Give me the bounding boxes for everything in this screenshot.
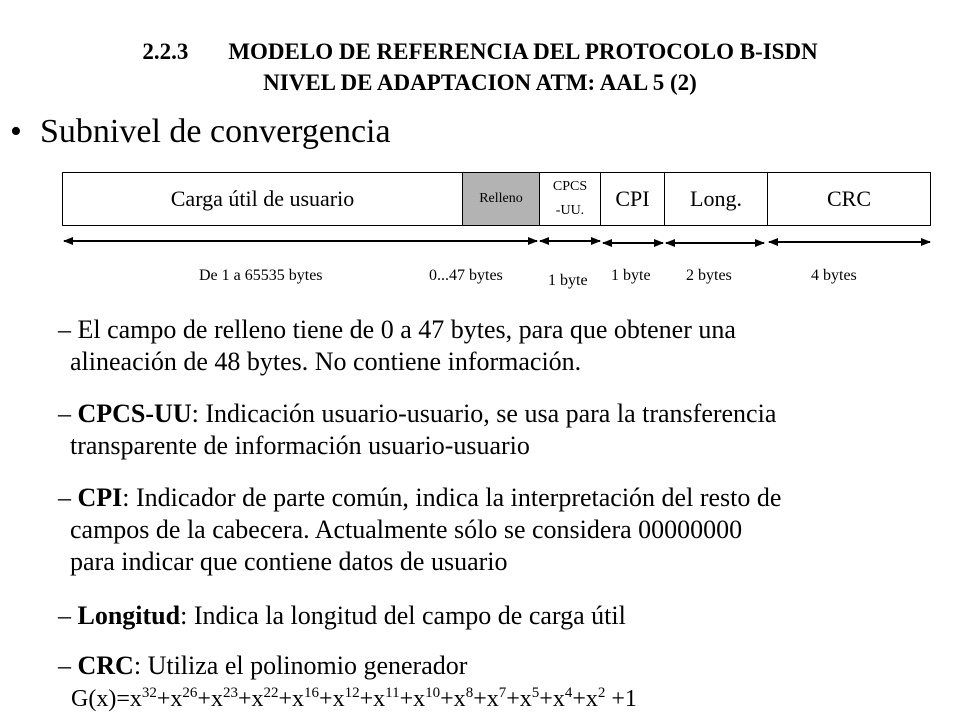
item-line2: campos de la cabecera. Actualmente sólo se considera 00000000 xyxy=(70,515,743,544)
field-payload: Carga útil de usuario xyxy=(62,172,463,226)
field-crc: CRC xyxy=(767,172,931,226)
formula-exponent: 7 xyxy=(498,685,507,701)
title-text-line1: MODELO DE REFERENCIA DEL PROTOCOLO B-ISDN xyxy=(228,39,818,64)
formula-exponent: 12 xyxy=(344,685,360,701)
formula-exponent: 26 xyxy=(182,685,198,701)
formula-exponent: 22 xyxy=(263,685,279,701)
formula-term: +x xyxy=(506,686,532,712)
formula-prefix: G(x)=x xyxy=(71,686,142,712)
field-cpcs-uu-line2: -UU. xyxy=(555,203,585,218)
size-length: 2 bytes xyxy=(686,267,732,284)
item-line2: alineación de 48 bytes. No contiene información. xyxy=(70,347,582,376)
list-item-relleno xyxy=(58,314,736,378)
formula-term: +x xyxy=(319,686,345,712)
size-cpi: 1 byte xyxy=(611,267,651,284)
item-term: Longitud xyxy=(77,601,181,630)
item-line1: : Utiliza el polinomio generador xyxy=(133,651,468,680)
formula-term: +x xyxy=(440,686,466,712)
bullet-dot-icon: • xyxy=(10,113,22,150)
item-line2: transparente de información usuario-usuario xyxy=(70,431,530,460)
item-dash: – xyxy=(58,483,71,512)
item-dash: – xyxy=(58,601,71,630)
item-dash: – xyxy=(58,315,71,344)
size-crc: 4 bytes xyxy=(811,267,857,284)
formula-term: +x xyxy=(399,686,426,712)
field-cpcs-uu-line1: CPCS xyxy=(552,179,588,194)
item-dash: – xyxy=(58,651,71,680)
formula-term: +x xyxy=(156,686,183,712)
item-line3: para indicar que contiene datos de usuario xyxy=(70,547,508,576)
item-term: CPI xyxy=(77,483,123,512)
size-payload: De 1 a 65535 bytes xyxy=(199,267,323,284)
formula-exponent: 16 xyxy=(304,685,320,701)
field-padding: Relleno xyxy=(462,172,540,226)
field-length: Long. xyxy=(664,172,768,226)
formula-exponent: 11 xyxy=(385,685,400,701)
formula-term: +x xyxy=(539,686,565,712)
formula-term: +x xyxy=(473,686,499,712)
formula-term: +x xyxy=(572,686,598,712)
size-cpcs-uu: 1 byte xyxy=(548,272,588,289)
formula-term: +x xyxy=(237,686,264,712)
formula-exponent: 8 xyxy=(465,685,474,701)
formula-term: +x xyxy=(278,686,305,712)
list-item-cpcs-uu xyxy=(58,398,776,462)
formula-exponent: 32 xyxy=(141,685,157,701)
formula-term: +x xyxy=(197,686,223,712)
item-line1: : Indicador de parte común, indica la interpretación del resto de xyxy=(122,483,782,512)
item-dash: – xyxy=(58,399,71,428)
list-item-cpi xyxy=(58,482,781,578)
size-padding: 0...47 bytes xyxy=(429,267,503,284)
slide-title-line2: NIVEL DE ADAPTACION ATM: AAL 5 (2) xyxy=(263,70,697,95)
formula-term: +x xyxy=(359,686,386,712)
item-line1: : Indica la longitud del campo de carga útil xyxy=(180,601,626,630)
formula-exponent: 4 xyxy=(564,685,573,701)
item-term: CPCS-UU xyxy=(77,399,192,428)
formula-term: +1 xyxy=(605,686,637,712)
item-line1: : Indicación usuario-usuario, se usa para la transferencia xyxy=(191,399,777,428)
formula-exponent: 5 xyxy=(531,685,540,701)
item-term: CRC xyxy=(77,651,134,680)
field-cpi: CPI xyxy=(600,172,665,226)
generator-polynomial xyxy=(71,684,637,714)
section-number: 2.2.3 xyxy=(142,39,189,64)
list-item-longitud xyxy=(58,600,626,632)
item-line1: El campo de relleno tiene de 0 a 47 bytes, para que obtener una xyxy=(77,315,736,344)
formula-exponent: 23 xyxy=(222,685,238,701)
bullet-heading-text: Subnivel de convergencia xyxy=(40,113,391,150)
formula-exponent: 10 xyxy=(425,685,441,701)
list-item-crc xyxy=(58,650,467,682)
formula-exponent: 2 xyxy=(597,685,606,701)
